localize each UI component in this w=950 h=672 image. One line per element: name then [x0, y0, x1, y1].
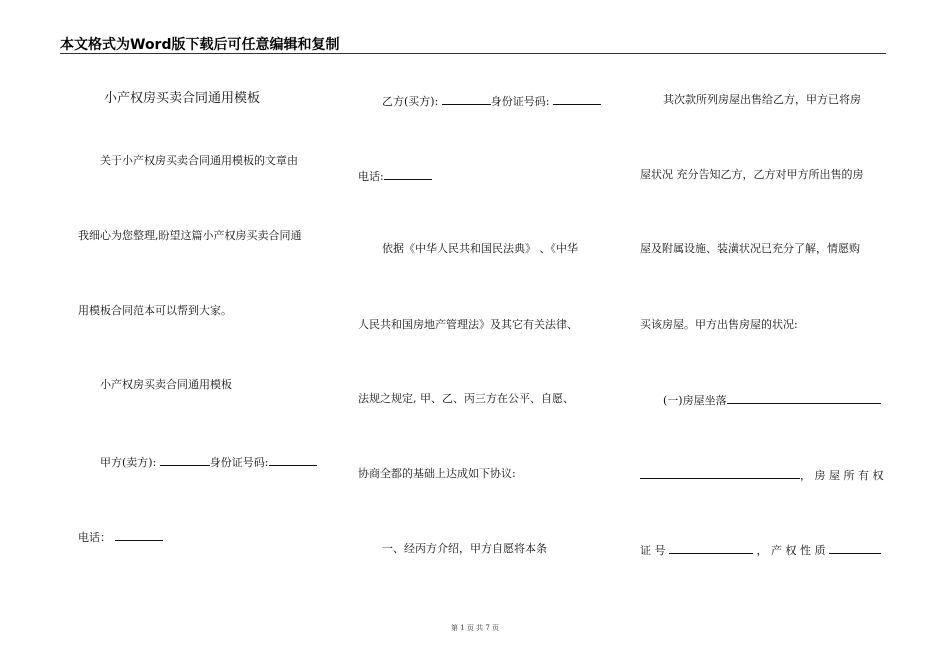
- party-a-phone-blank[interactable]: [115, 529, 163, 541]
- property-nature-label: ， 产 权 性 质: [753, 544, 829, 557]
- ownership-line: [640, 467, 883, 483]
- left-paragraph-line-3: 用模板合同范本可以帮到大家。: [78, 304, 232, 317]
- party-a-id-label: 身份证号码:: [209, 456, 269, 469]
- party-b-name-blank[interactable]: [442, 93, 491, 105]
- document-header: 本文格式为Word版下载后可任意编辑和复制: [60, 37, 340, 53]
- party-b-id-blank[interactable]: [553, 93, 601, 105]
- property-location-blank-cont[interactable]: [640, 467, 800, 479]
- middle-paragraph-line-2: 人民共和国房地产管理法》及其它有关法律、: [358, 318, 578, 331]
- property-location-line: [663, 392, 881, 408]
- header-divider: [60, 53, 886, 54]
- party-b-phone-label: 电话:: [358, 170, 384, 183]
- party-a-id-blank[interactable]: [269, 454, 317, 466]
- party-a-phone-line: [78, 529, 163, 545]
- party-b-line: [382, 93, 601, 109]
- property-nature-blank[interactable]: [829, 542, 881, 554]
- page-number: 第 1 页 共 7 页: [450, 624, 500, 632]
- certificate-line: [640, 542, 881, 558]
- right-paragraph-line-4: 买该房屋。甲方出售房屋的状况:: [640, 318, 798, 331]
- property-location-label: (一)房屋坐落: [663, 394, 727, 407]
- clause-one-line: 一、经丙方介绍，甲方自愿将本条: [382, 542, 547, 555]
- right-paragraph-line-1: 其次款所列房屋出售给乙方，甲方已将房: [663, 93, 861, 106]
- party-b-phone-line: [358, 168, 432, 184]
- right-paragraph-line-2: 屋状况 充分告知乙方，乙方对甲方所出售的房: [640, 168, 864, 181]
- party-a-phone-label: 电话：: [78, 531, 111, 544]
- left-subtitle: 小产权房买卖合同通用模板: [100, 378, 232, 391]
- party-a-name-blank[interactable]: [160, 454, 210, 466]
- party-b-id-label: 身份证号码:: [490, 95, 553, 108]
- party-a-line: [100, 454, 317, 470]
- middle-paragraph-line-4: 协商全都的基础上达成如下协议:: [358, 467, 516, 480]
- left-paragraph-line-2: 我细心为您整理,盼望这篇小产权房买卖合同通: [78, 229, 302, 242]
- left-paragraph-line-1: 关于小产权房买卖合同通用模板的文章由: [100, 154, 298, 167]
- right-paragraph-line-3: 屋及附属设施、装潢状况已充分了解，情愿购: [640, 242, 860, 255]
- certificate-number-blank[interactable]: [669, 542, 753, 554]
- middle-paragraph-line-3: 法规之规定, 甲、乙、丙三方在公平、自愿、: [358, 392, 574, 405]
- certificate-label: 证 号: [640, 544, 669, 557]
- property-location-blank[interactable]: [727, 392, 881, 404]
- party-b-phone-blank[interactable]: [384, 168, 432, 180]
- party-a-label: 甲方(卖方):: [100, 456, 160, 469]
- party-b-label: 乙方(买方):: [382, 95, 442, 108]
- document-title: 小产权房买卖合同通用模板: [104, 91, 261, 106]
- ownership-label: ， 房 屋 所 有 权: [800, 469, 884, 482]
- middle-paragraph-line-1: 依据《中华人民共和国民法典》 、《中华: [382, 242, 578, 255]
